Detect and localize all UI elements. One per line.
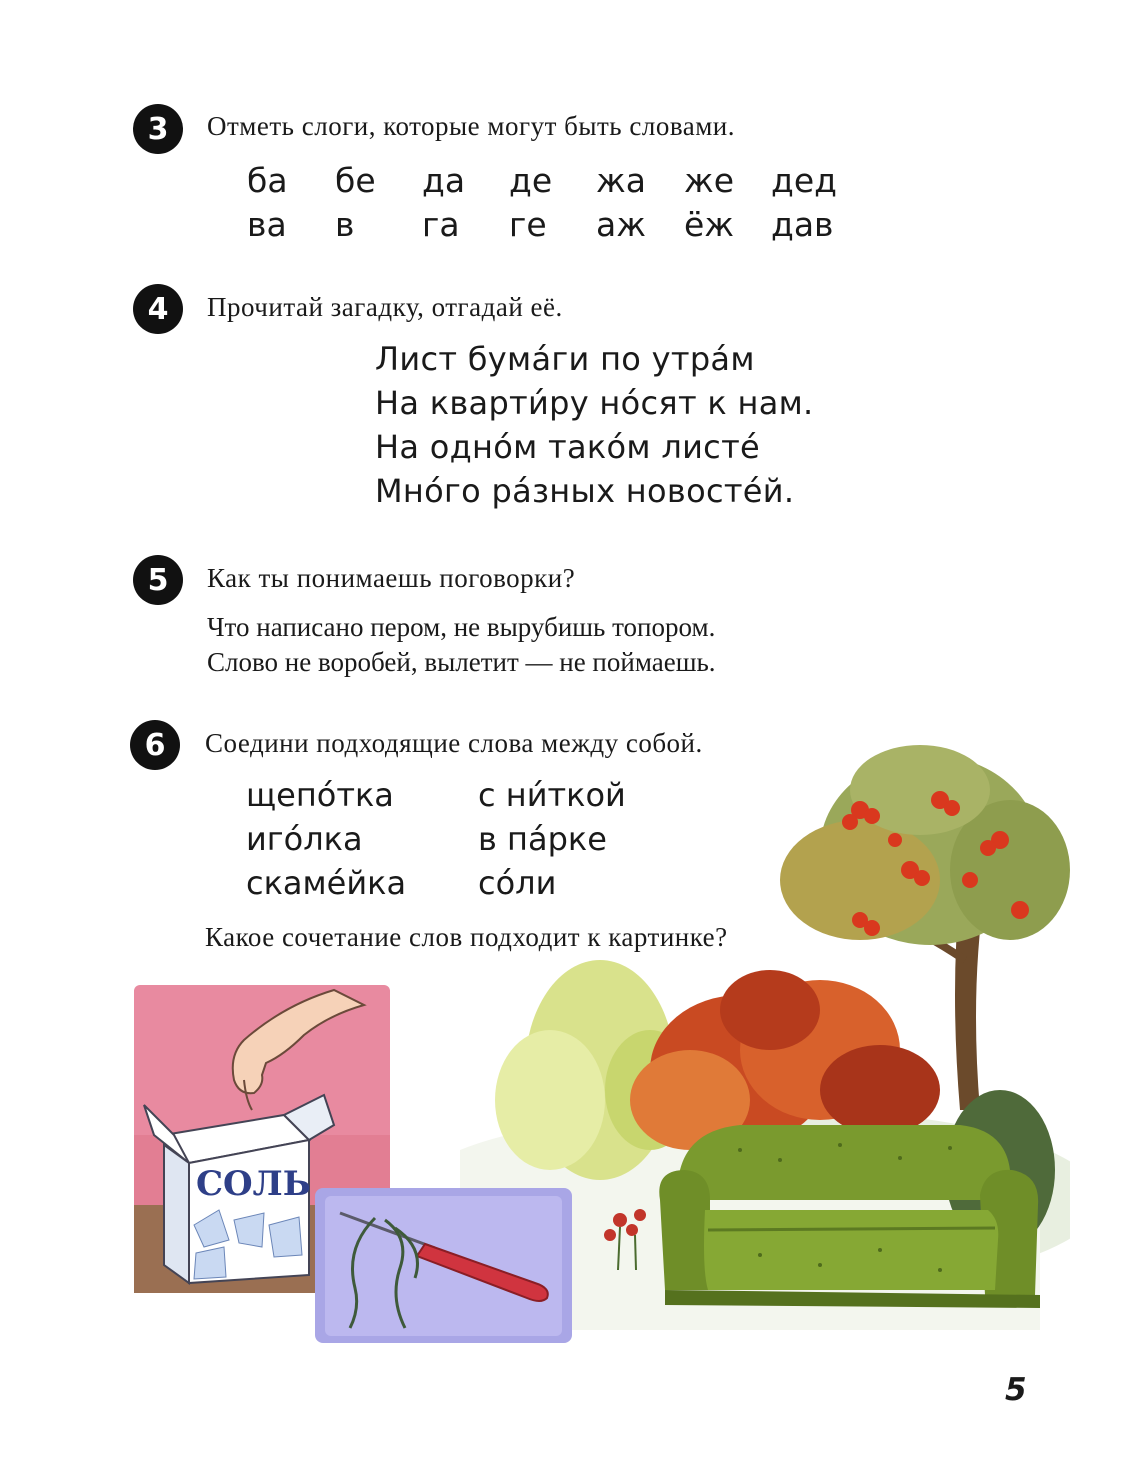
task-number-3: 3 [133, 104, 183, 154]
syllable[interactable]: в [335, 205, 355, 244]
word-right[interactable]: с ни́ткой [478, 776, 626, 814]
salt-box-label: СОЛЬ [196, 1164, 311, 1204]
syllable[interactable]: аж [596, 205, 646, 244]
word-left[interactable]: скаме́йка [246, 864, 407, 902]
task-5-title: Как ты понимаешь поговорки? [207, 563, 576, 593]
syllable[interactable]: ёж [684, 205, 735, 244]
needle-thread-illustration [315, 1188, 572, 1343]
syllable[interactable]: га [422, 205, 460, 244]
task-number-4: 4 [133, 284, 183, 334]
syllable[interactable]: жа [596, 161, 646, 200]
task-4-title: Прочитай загадку, отгадай её. [207, 292, 563, 322]
riddle-line: Лист бума́ги по утра́м [375, 340, 755, 378]
task-6-title: Соедини подходящие слова между собой. [205, 728, 703, 758]
syllable[interactable]: дед [771, 161, 837, 200]
saying-line: Что написано пером, не вырубишь топором. [207, 612, 716, 642]
syllable[interactable]: ге [509, 205, 547, 244]
task-number-5: 5 [133, 555, 183, 605]
word-right[interactable]: в па́рке [478, 820, 607, 858]
word-left[interactable]: иго́лка [246, 820, 363, 858]
syllable[interactable]: же [684, 161, 735, 200]
word-left[interactable]: щепо́тка [246, 776, 394, 814]
syllable[interactable]: ба [247, 161, 288, 200]
syllable[interactable]: да [422, 161, 466, 200]
syllable[interactable]: ва [247, 205, 287, 244]
page-number: 5 [1005, 1372, 1027, 1408]
task-6-question: Какое сочетание слов подходит к картинке? [205, 922, 728, 952]
word-right[interactable]: со́ли [478, 864, 557, 902]
syllable[interactable]: дав [771, 205, 834, 244]
syllable[interactable]: бе [335, 161, 376, 200]
task-number-6: 6 [130, 720, 180, 770]
saying-line: Слово не воробей, вылетит — не поймаешь. [207, 647, 716, 677]
task-3-title: Отметь слоги, которые могут быть словами. [207, 111, 735, 141]
syllable[interactable]: де [509, 161, 553, 200]
riddle-line: На одно́м тако́м листе́ [375, 428, 760, 466]
riddle-line: Мно́го ра́зных новосте́й. [375, 472, 795, 510]
riddle-line: На кварти́ру но́сят к нам. [375, 384, 814, 422]
